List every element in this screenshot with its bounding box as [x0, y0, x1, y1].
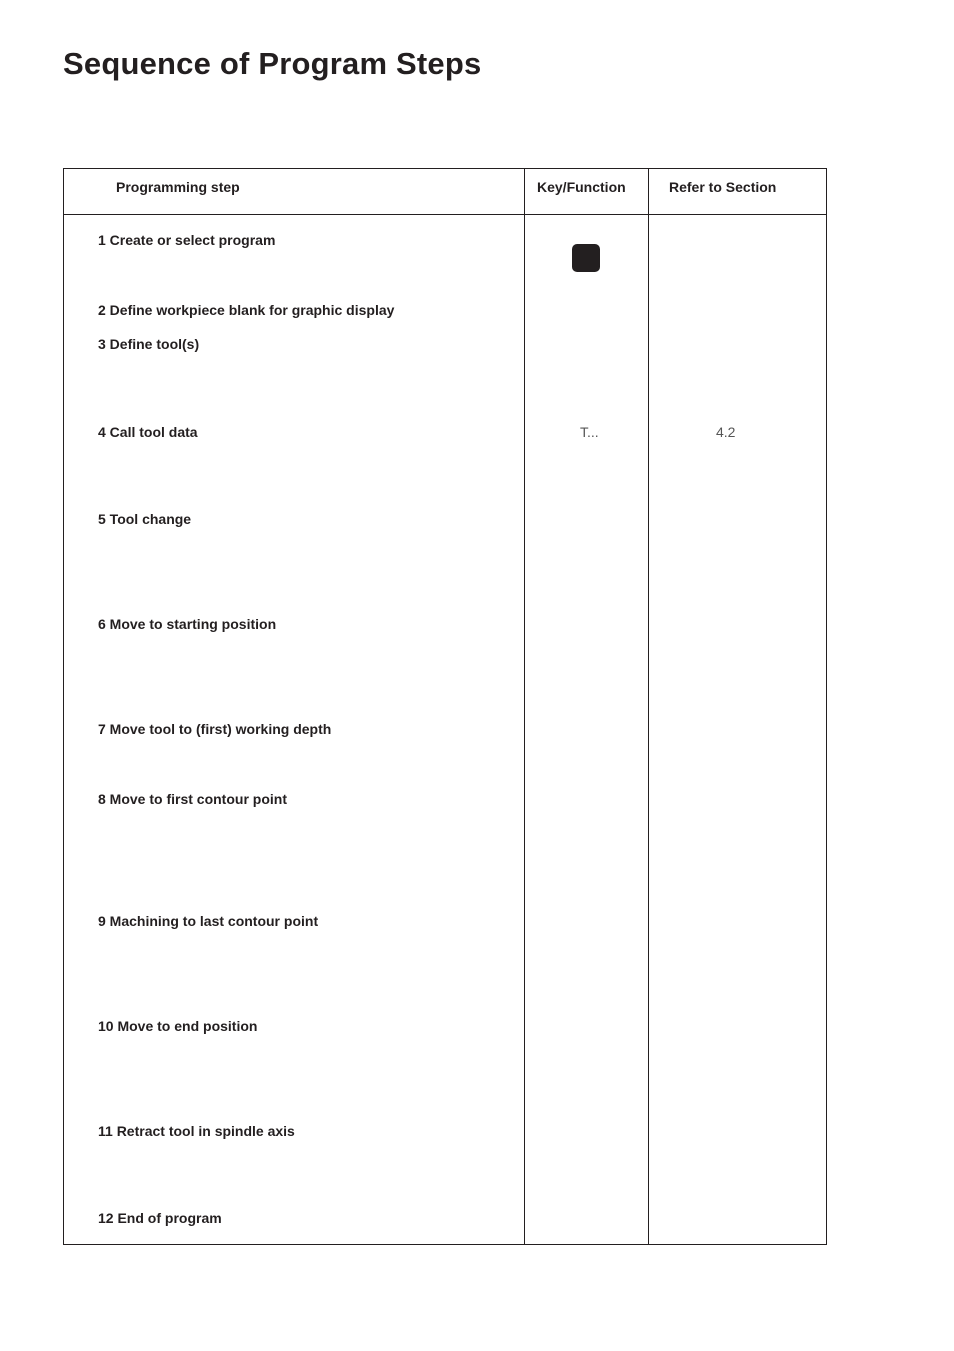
- step-12-label: 12 End of program: [98, 1210, 222, 1226]
- program-steps-table: [63, 168, 827, 1245]
- step-4-section: 4.2: [716, 424, 736, 440]
- step-1-label: 1 Create or select program: [98, 232, 276, 248]
- step-8-label: 8 Move to first contour point: [98, 791, 287, 807]
- step-10-label: 10 Move to end position: [98, 1018, 258, 1034]
- step-4-label: 4 Call tool data: [98, 424, 198, 440]
- step-11-label: 11 Retract tool in spindle axis: [98, 1123, 295, 1139]
- step-3-label: 3 Define tool(s): [98, 336, 200, 352]
- step-7-label: 7 Move tool to (first) working depth: [98, 721, 332, 737]
- column-divider: [648, 169, 649, 1244]
- column-divider: [524, 169, 525, 1244]
- step-2-label: 2 Define workpiece blank for graphic display: [98, 302, 395, 318]
- black-key-icon: [572, 244, 600, 272]
- column-header-key-function: Key/Function: [537, 179, 626, 195]
- step-6-label: 6 Move to starting position: [98, 616, 277, 632]
- step-5-label: 5 Tool change: [98, 511, 192, 527]
- column-header-refer-to-section: Refer to Section: [669, 179, 777, 195]
- step-4-key: T...: [580, 424, 599, 440]
- header-divider: [64, 214, 826, 215]
- column-header-programming-step: Programming step: [116, 179, 240, 195]
- step-9-label: 9 Machining to last contour point: [98, 913, 319, 929]
- page-title: Sequence of Program Steps: [63, 46, 482, 81]
